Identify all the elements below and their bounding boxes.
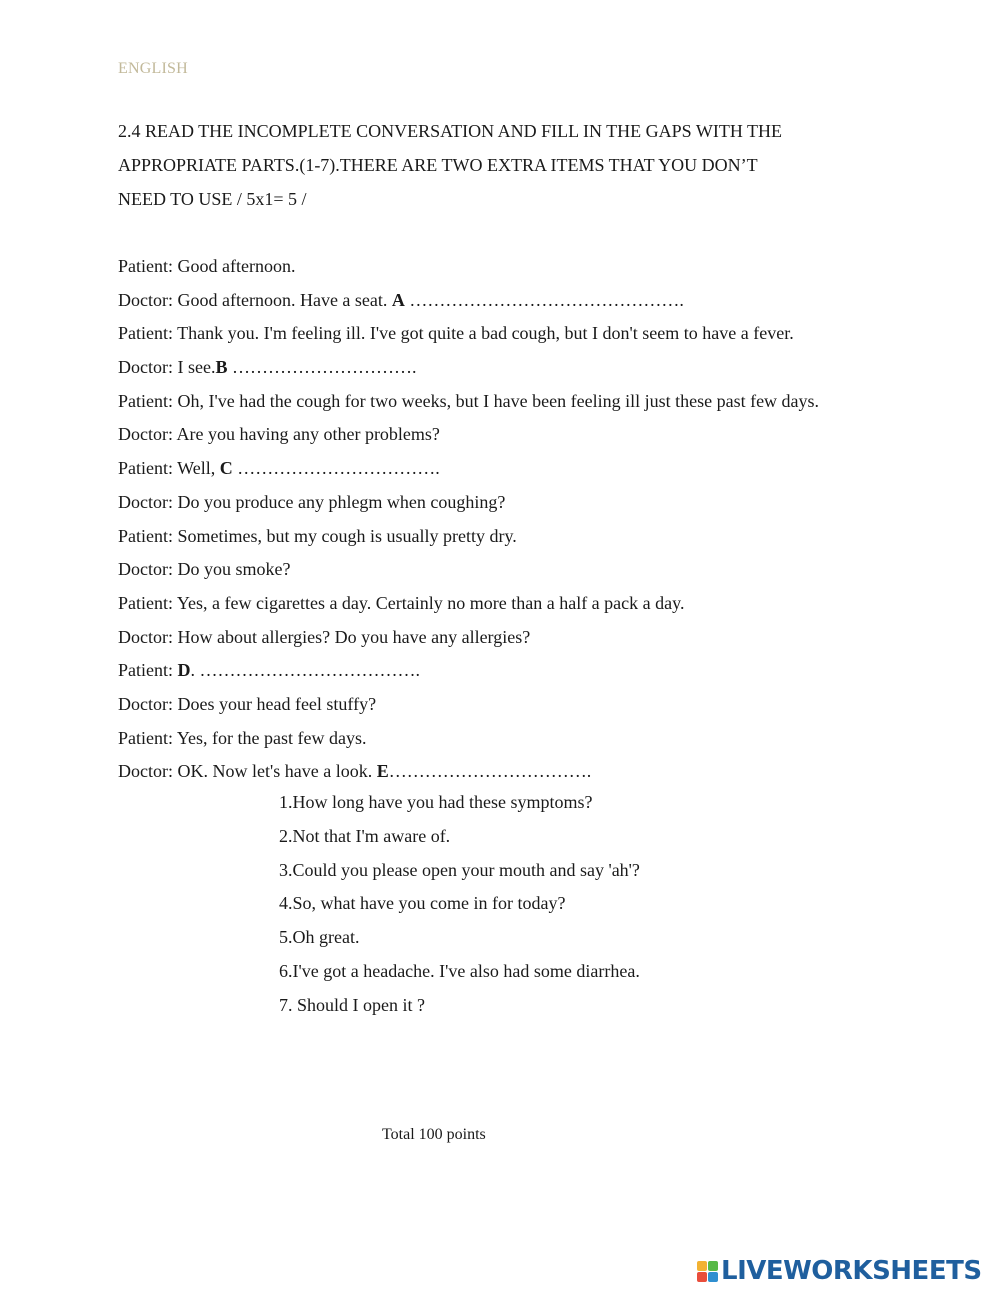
dialogue-line: [118, 452, 918, 486]
answer-option: 3.Could you please open your mouth and say 'ah'?: [279, 859, 640, 880]
answer-option: 1.How long have you had these symptoms?: [279, 792, 593, 812]
gap-blank[interactable]: ………………………….: [227, 357, 417, 378]
dialogue-text: Patient: Thank you. I'm feeling ill. I've got quite a bad cough, but I don't seem to have a fever.: [118, 323, 794, 344]
brand-name: LIVEWORKSHEETS: [721, 1256, 982, 1286]
dialogue-line: [118, 688, 918, 722]
dialogue-line: [118, 418, 918, 452]
dialogue-line: [118, 250, 918, 284]
header-label: ENGLISH: [118, 60, 188, 77]
answer-options: [279, 786, 640, 1023]
dialogue-text: Doctor: Do you smoke?: [118, 559, 291, 580]
dialogue-line: [118, 351, 918, 385]
answer-option: 7. Should I open it ?: [279, 994, 425, 1015]
gap-marker: B: [215, 357, 228, 378]
dialogue-text: Doctor: Good afternoon. Have a seat.: [118, 289, 392, 310]
dialogue-text: Patient: Yes, for the past few days.: [118, 727, 367, 748]
gap-blank[interactable]: ……………………………………….: [404, 289, 684, 310]
dialogue-text: Doctor: Does your head feel stuffy?: [118, 693, 377, 714]
answer-option: 2.Not that I'm aware of.: [279, 825, 451, 846]
dialogue-text: Patient:: [118, 660, 178, 681]
logo-tile: [708, 1261, 718, 1271]
dialogue-text: Patient: Well,: [118, 458, 220, 479]
dialogue-text: Doctor: Do you produce any phlegm when coughing?: [118, 491, 506, 512]
gap-blank[interactable]: …………………………….: [232, 458, 440, 479]
gap-marker: D: [177, 660, 191, 681]
brand-logo: [697, 1256, 982, 1286]
gap-blank[interactable]: . ……………………………….: [190, 660, 420, 681]
total-points: Total 100 points: [382, 1126, 486, 1143]
dialogue-line: [118, 385, 918, 419]
dialogue-text: Patient: Sometimes, but my cough is usually pretty dry.: [118, 525, 517, 546]
dialogue-text: Doctor: Are you having any other problems?: [118, 424, 440, 445]
instructions-line: 2.4 READ THE INCOMPLETE CONVERSATION AND FILL IN THE GAPS WITH THE: [118, 121, 782, 141]
instructions-line: APPROPRIATE PARTS.(1-7).THERE ARE TWO EXTRA ITEMS THAT YOU DON’T: [118, 155, 758, 175]
dialogue-line: [118, 755, 918, 789]
dialogue-text: Doctor: I see.: [118, 357, 216, 378]
dialogue-text: Doctor: How about allergies? Do you have any allergies?: [118, 626, 531, 647]
gap-marker: C: [219, 458, 233, 479]
dialogue-text: Doctor: OK. Now let's have a look.: [118, 761, 377, 782]
dialogue-line: [118, 654, 918, 688]
liveworksheets-logo-icon: [697, 1261, 718, 1282]
dialogue-text: Patient: Good afternoon.: [118, 256, 296, 276]
dialogue-line: [118, 553, 918, 587]
gap-blank[interactable]: …………………………….: [388, 761, 592, 782]
dialogue-text: Patient: Oh, I've had the cough for two weeks, but I have been feeling ill just these past few days.: [118, 390, 820, 411]
dialogue-line: [118, 587, 918, 621]
instructions-line: NEED TO USE / 5x1= 5 /: [118, 189, 307, 209]
logo-tile: [708, 1272, 718, 1282]
dialogue-line: [118, 621, 918, 655]
dialogue-line: [118, 722, 918, 756]
dialogue: [118, 250, 918, 789]
answer-option: 6.I've got a headache. I've also had some diarrhea.: [279, 960, 640, 981]
dialogue-line: [118, 317, 918, 351]
dialogue-text: Patient: Yes, a few cigarettes a day. Certainly no more than a half a pack a day.: [118, 592, 685, 613]
dialogue-line: [118, 284, 918, 318]
gap-marker: E: [376, 761, 389, 782]
dialogue-line: [118, 520, 918, 554]
dialogue-line: [118, 486, 918, 520]
answer-option: 5.Oh great.: [279, 927, 360, 948]
gap-marker: A: [391, 289, 405, 310]
logo-tile: [697, 1261, 707, 1271]
logo-tile: [697, 1272, 707, 1282]
answer-option: 4.So, what have you come in for today?: [279, 893, 566, 914]
instructions: [118, 114, 878, 216]
